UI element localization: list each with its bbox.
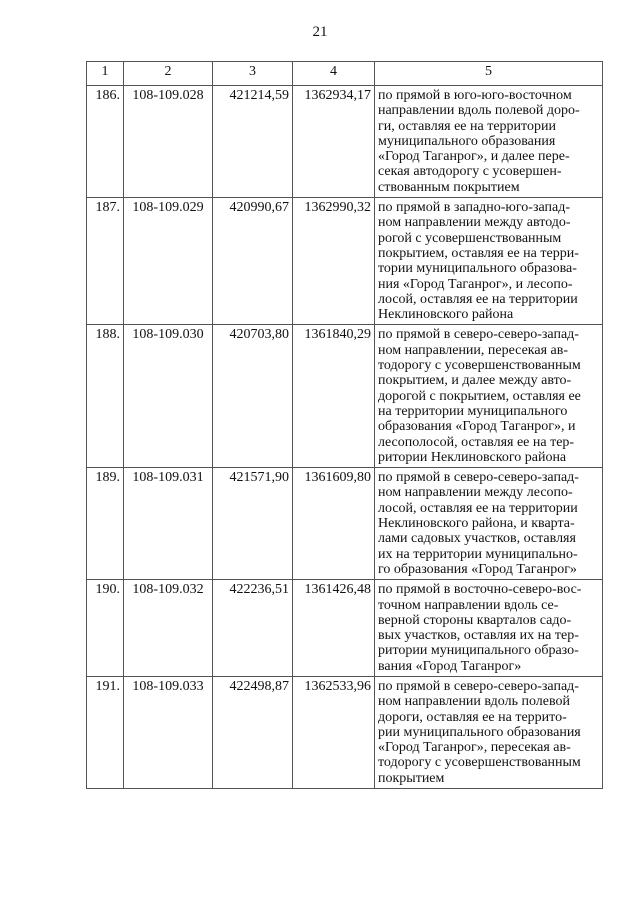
description-line: лосой, оставляя ее на территории bbox=[378, 291, 578, 307]
row-number: 188. bbox=[87, 325, 124, 468]
boundary-description bbox=[375, 325, 603, 468]
description-line: «Город Таганрог», пересекая ав- bbox=[378, 740, 571, 756]
point-code: 108-109.030 bbox=[124, 325, 213, 468]
header-col-4: 4 bbox=[293, 62, 375, 86]
description-line: верной стороны кварталов садо- bbox=[378, 612, 572, 628]
description-line: ном направлении между автодо- bbox=[378, 215, 571, 231]
boundary-description bbox=[375, 580, 603, 677]
description-line: лесополосой, оставляя ее на тер- bbox=[378, 434, 575, 450]
coordinate-x: 420703,80 bbox=[213, 325, 293, 468]
boundary-description bbox=[375, 86, 603, 198]
coordinate-x: 422236,51 bbox=[213, 580, 293, 677]
description-line: рии муниципального образования bbox=[378, 724, 581, 740]
description-line: вых участков, оставляя их на тер- bbox=[378, 628, 579, 644]
description-line: дорогой с покрытием, оставляя ее bbox=[378, 388, 581, 404]
point-code: 108-109.031 bbox=[124, 468, 213, 580]
description-line: по прямой в северо-северо-запад- bbox=[378, 678, 579, 694]
table-row bbox=[87, 86, 603, 198]
coordinate-x: 422498,87 bbox=[213, 676, 293, 788]
row-number: 190. bbox=[87, 580, 124, 677]
coordinate-y: 1361840,29 bbox=[293, 325, 375, 468]
coordinate-y: 1362934,17 bbox=[293, 86, 375, 198]
description-line: по прямой в северо-северо-запад- bbox=[378, 327, 579, 343]
point-code: 108-109.033 bbox=[124, 676, 213, 788]
coordinate-x: 421214,59 bbox=[213, 86, 293, 198]
coordinate-y: 1361609,80 bbox=[293, 468, 375, 580]
header-row bbox=[87, 62, 603, 86]
description-line: по прямой в северо-северо-запад- bbox=[378, 470, 579, 486]
description-line: ном направлении вдоль полевой bbox=[378, 694, 571, 710]
coordinate-y: 1362533,96 bbox=[293, 676, 375, 788]
description-line: точном направлении вдоль се- bbox=[378, 597, 559, 613]
header-col-3: 3 bbox=[213, 62, 293, 86]
description-line: тодорогу с усовершенствованным bbox=[378, 358, 581, 374]
point-code: 108-109.029 bbox=[124, 198, 213, 325]
description-line: рогой с усовершенствованным bbox=[378, 230, 562, 246]
description-line: лами садовых участков, оставляя bbox=[378, 531, 576, 547]
description-line: тодорогу с усовершенствованным bbox=[378, 755, 581, 771]
description-line: тории муниципального образова- bbox=[378, 261, 577, 277]
header-col-5: 5 bbox=[375, 62, 603, 86]
header-col-2: 2 bbox=[124, 62, 213, 86]
boundary-table bbox=[86, 61, 603, 789]
description-line: на территории муниципального bbox=[378, 403, 568, 419]
page-number: 21 bbox=[312, 24, 328, 40]
point-code: 108-109.028 bbox=[124, 86, 213, 198]
boundary-description bbox=[375, 198, 603, 325]
table-row bbox=[87, 325, 603, 468]
table-row bbox=[87, 676, 603, 788]
description-line: ствованным покрытием bbox=[378, 179, 520, 195]
description-line: покрытием, и далее между авто- bbox=[378, 373, 572, 389]
header-col-1: 1 bbox=[87, 62, 124, 86]
table-row bbox=[87, 580, 603, 677]
description-line: ги, оставляя ее на территории bbox=[378, 118, 556, 134]
row-number: 187. bbox=[87, 198, 124, 325]
description-line: Неклиновского района bbox=[378, 307, 514, 323]
row-number: 191. bbox=[87, 676, 124, 788]
description-line: покрытием bbox=[378, 770, 445, 786]
description-line: дороги, оставляя ее на террито- bbox=[378, 709, 567, 725]
description-line: ритории Неклиновского района bbox=[378, 449, 567, 465]
boundary-description bbox=[375, 676, 603, 788]
description-line: ном направлении между лесопо- bbox=[378, 485, 573, 501]
row-number: 189. bbox=[87, 468, 124, 580]
boundary-description bbox=[375, 468, 603, 580]
coordinate-y: 1361426,48 bbox=[293, 580, 375, 677]
row-number: 186. bbox=[87, 86, 124, 198]
description-line: по прямой в юго-юго-восточном bbox=[378, 88, 572, 103]
description-line: Неклиновского района, и кварта- bbox=[378, 516, 575, 532]
description-line: по прямой в западно-юго-запад- bbox=[378, 200, 570, 216]
description-line: их на территории муниципально- bbox=[378, 546, 578, 562]
description-line: го образования «Город Таганрог» bbox=[378, 561, 577, 577]
description-line: лосой, оставляя ее на территории bbox=[378, 500, 578, 516]
coordinate-x: 421571,90 bbox=[213, 468, 293, 580]
description-line: «Город Таганрог», и далее пере- bbox=[378, 149, 570, 165]
description-line: направлении вдоль полевой доро- bbox=[378, 103, 580, 119]
description-line: вания «Город Таганрог» bbox=[378, 658, 522, 674]
point-code: 108-109.032 bbox=[124, 580, 213, 677]
table-row bbox=[87, 468, 603, 580]
table-row bbox=[87, 198, 603, 325]
description-line: ном направлении, пересекая ав- bbox=[378, 342, 569, 358]
description-line: ритории муниципального образо- bbox=[378, 643, 579, 659]
coordinate-y: 1362990,32 bbox=[293, 198, 375, 325]
description-line: покрытием, оставляя ее на терри- bbox=[378, 245, 579, 261]
description-line: муниципального образования bbox=[378, 133, 556, 149]
description-line: образования «Город Таганрог», и bbox=[378, 419, 576, 435]
coordinate-x: 420990,67 bbox=[213, 198, 293, 325]
description-line: ния «Город Таганрог», и лесопо- bbox=[378, 276, 573, 292]
description-line: по прямой в восточно-северо-вос- bbox=[378, 582, 582, 598]
description-line: секая автодорогу с усовершен- bbox=[378, 164, 562, 180]
